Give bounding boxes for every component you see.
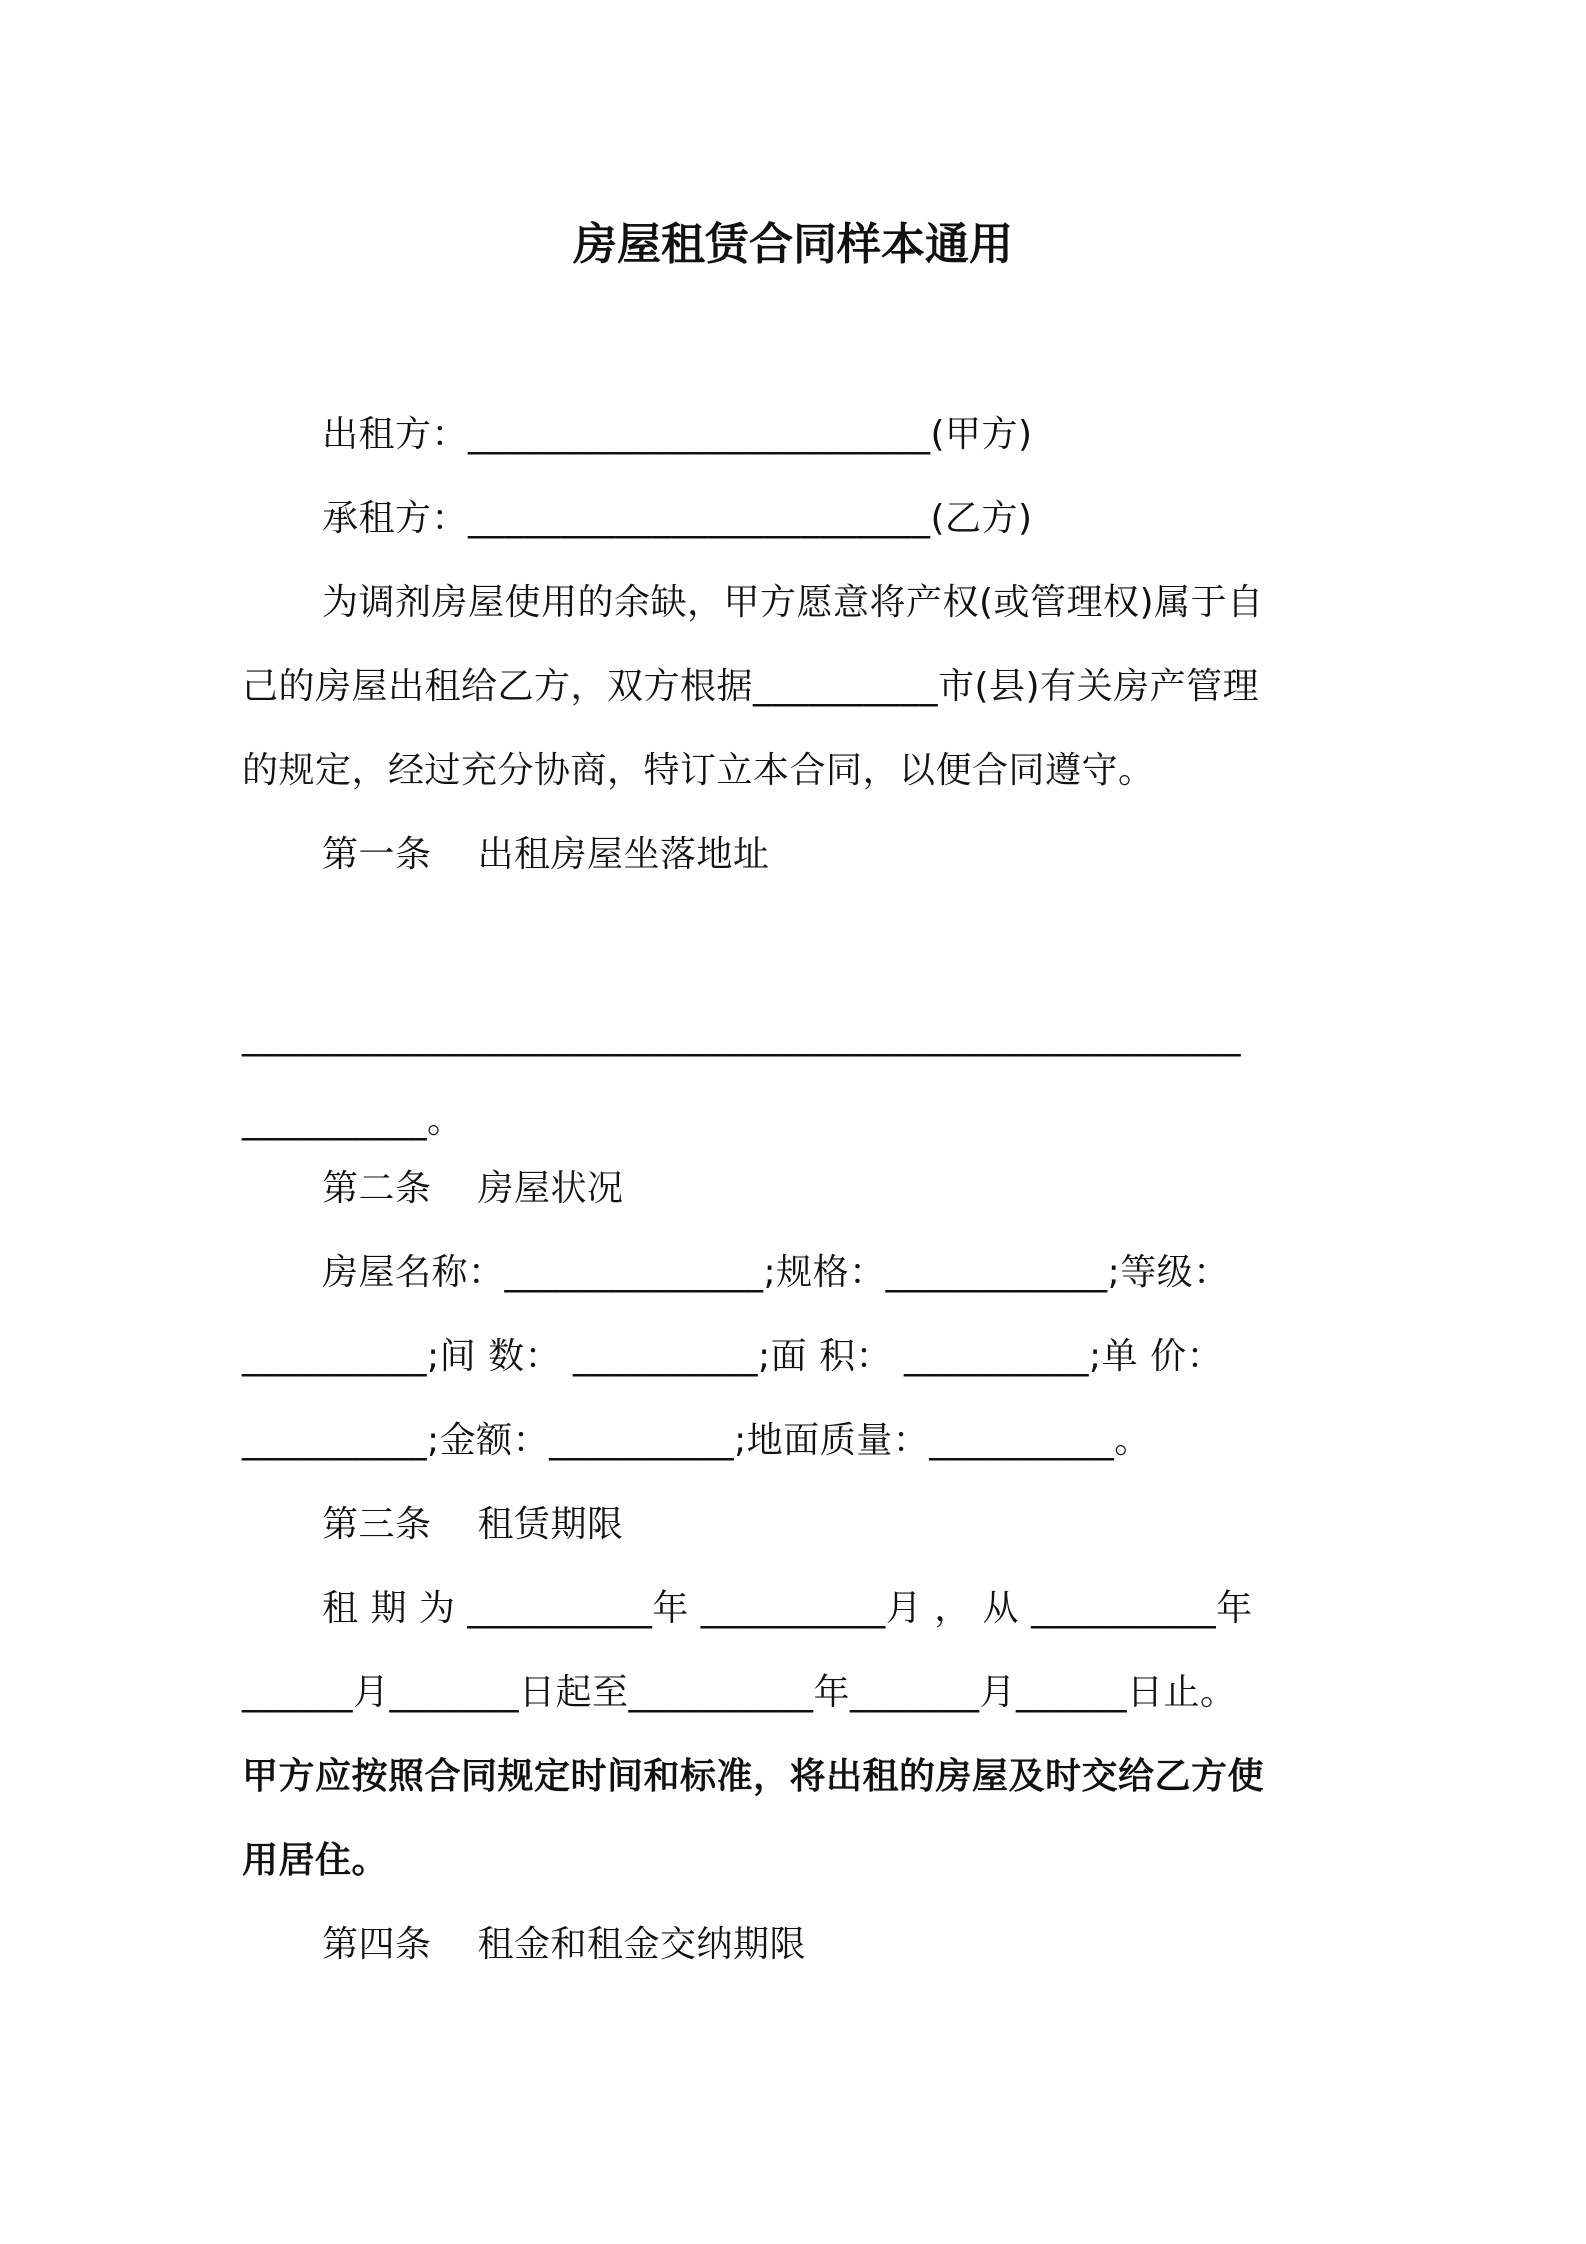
address-blank-line: __________。 [242, 1100, 464, 1141]
lessor-line: 出租方：_________________________(甲方) [322, 414, 1033, 455]
term-line: 用居住。 [242, 1840, 389, 1881]
article-heading [322, 830, 770, 880]
preamble-line: 己的房屋出租给乙方，双方根据__________市(县)有关房产管理 [242, 666, 1260, 707]
article-number: 第二条 [322, 1168, 432, 1209]
property-line: __________;间 数： __________;面 积： __________;单 价： [242, 1336, 1224, 1377]
document-title: 房屋租赁合同样本通用 [573, 219, 1013, 270]
preamble-line: 的规定，经过充分协商，特订立本合同，以便合同遵守。 [242, 750, 1155, 791]
property-line: __________;金额：__________;地面质量：__________。 [242, 1420, 1151, 1461]
article-title: 房屋状况 [477, 1168, 624, 1209]
article-title: 租金和租金交纳期限 [477, 1924, 807, 1965]
article-title: 出租房屋坐落地址 [477, 834, 770, 875]
term-line: 租 期 为 __________年 __________月 ， 从 __________年 [322, 1588, 1253, 1629]
article-heading [322, 1164, 624, 1214]
article-heading [322, 1920, 806, 1970]
term-line: ______月_______日起至__________年_______月______日止。 [242, 1672, 1237, 1713]
article-number: 第四条 [322, 1924, 432, 1965]
address-blank-line: ______________________________________________________ [242, 1016, 1241, 1057]
article-number: 第三条 [322, 1504, 432, 1545]
article-number: 第一条 [322, 834, 432, 875]
property-line: 房屋名称：______________;规格：____________;等级： [322, 1252, 1230, 1293]
article-title: 租赁期限 [477, 1504, 624, 1545]
article-heading [322, 1500, 624, 1550]
preamble-line: 为调剂房屋使用的余缺，甲方愿意将产权(或管理权)属于自 [322, 582, 1264, 623]
lessee-line: 承租方：_________________________(乙方) [322, 498, 1033, 539]
term-line: 甲方应按照合同规定时间和标准，将出租的房屋及时交给乙方使 [242, 1756, 1265, 1797]
